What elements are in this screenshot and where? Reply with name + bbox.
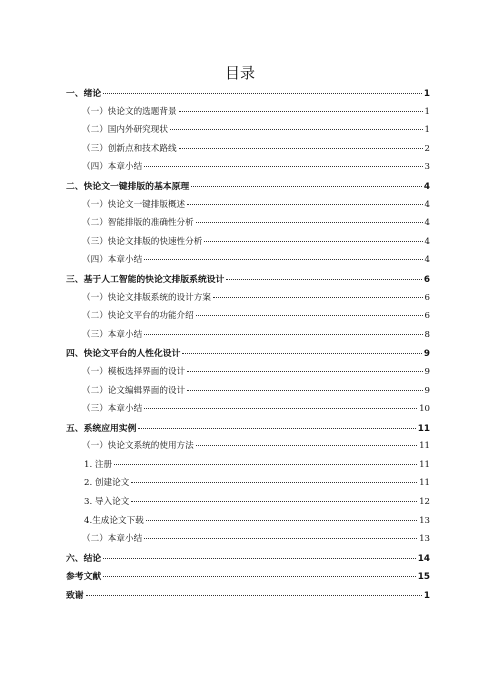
toc-entry-page: 4	[424, 236, 430, 247]
toc-entry[interactable]	[66, 123, 430, 142]
toc-entry[interactable]	[66, 514, 430, 533]
toc-entry-page: 9	[424, 385, 430, 396]
toc-leader-dots	[204, 241, 422, 242]
toc-entry-page: 1	[424, 106, 430, 117]
toc-entry[interactable]	[66, 365, 430, 384]
toc-entry[interactable]	[66, 272, 430, 291]
table-of-contents	[66, 86, 430, 607]
toc-leader-dots	[191, 186, 422, 187]
toc-entry-page: 8	[424, 329, 430, 340]
toc-leader-dots	[187, 371, 422, 372]
toc-entry-page: 12	[419, 497, 430, 508]
toc-entry-label: （一）快论文排版系统的设计方案	[82, 292, 211, 303]
toc-entry[interactable]	[66, 198, 430, 217]
toc-entry-label: （一）快论文系统的使用方法	[82, 441, 194, 452]
toc-entry[interactable]	[66, 384, 430, 403]
toc-entry-label: 参考文献	[66, 572, 102, 583]
toc-entry-label: （三）本章小结	[82, 404, 143, 415]
toc-entry-page: 2	[424, 143, 430, 154]
toc-entry[interactable]	[66, 86, 430, 105]
toc-leader-dots	[187, 390, 422, 391]
toc-leader-dots	[196, 222, 423, 223]
toc-leader-dots	[213, 297, 423, 298]
toc-entry-page: 11	[419, 441, 430, 452]
toc-entry-page: 9	[423, 349, 430, 360]
toc-entry[interactable]	[66, 142, 430, 161]
toc-entry[interactable]	[66, 291, 430, 310]
toc-leader-dots	[146, 520, 417, 521]
toc-entry[interactable]	[66, 439, 430, 458]
toc-entry-label: 3. 导入论文	[84, 497, 130, 508]
toc-entry[interactable]	[66, 551, 430, 570]
toc-entry-page: 3	[424, 162, 430, 173]
toc-entry-label: 五、系统应用实例	[66, 423, 137, 434]
toc-entry[interactable]	[66, 421, 430, 440]
toc-entry-label: 三、基于人工智能的快论文排版系统设计	[66, 274, 225, 285]
toc-entry-label: 4.生成论文下载	[84, 515, 144, 526]
toc-entry[interactable]	[66, 402, 430, 421]
toc-leader-dots	[86, 595, 422, 596]
toc-entry-page: 11	[417, 423, 430, 434]
toc-entry[interactable]	[66, 458, 430, 477]
toc-entry[interactable]	[66, 495, 430, 514]
toc-leader-dots	[103, 558, 416, 559]
toc-entry-page: 11	[419, 459, 430, 470]
toc-leader-dots	[144, 408, 417, 409]
toc-entry[interactable]	[66, 216, 430, 235]
toc-entry-label: （四）本章小结	[82, 255, 143, 266]
toc-entry-page: 10	[419, 404, 430, 415]
toc-leader-dots	[144, 334, 422, 335]
toc-entry-page: 6	[424, 311, 430, 322]
toc-entry-label: （四）本章小结	[82, 162, 143, 173]
toc-entry-page: 13	[419, 534, 430, 545]
toc-entry-label: 四、快论文平台的人性化设计	[66, 349, 181, 360]
toc-entry-label: 二、快论文一键排版的基本原理	[66, 181, 190, 192]
toc-entry-label: 一、绪论	[66, 89, 102, 99]
toc-leader-dots	[196, 445, 417, 446]
toc-entry-page: 4	[424, 255, 430, 266]
toc-entry-label: （三）本章小结	[82, 329, 143, 340]
toc-entry-page: 4	[423, 181, 430, 192]
toc-leader-dots	[226, 279, 422, 280]
toc-entry[interactable]	[66, 346, 430, 365]
toc-entry-label: 致谢	[66, 591, 84, 602]
toc-entry-page: 6	[424, 292, 430, 303]
toc-entry-page: 4	[424, 218, 430, 229]
toc-leader-dots	[144, 259, 422, 260]
toc-entry[interactable]	[66, 328, 430, 347]
toc-entry-label: （一）快论文一键排版概述	[82, 199, 186, 210]
toc-entry-page: 6	[423, 274, 430, 285]
toc-entry-label: 2. 创建论文	[84, 478, 130, 489]
toc-entry[interactable]	[66, 179, 430, 198]
toc-entry-label: （二）本章小结	[82, 534, 143, 545]
toc-entry-label: （二）快论文平台的功能介绍	[82, 311, 194, 322]
toc-entry-label: 1. 注册	[84, 459, 113, 470]
toc-leader-dots	[144, 538, 417, 539]
toc-leader-dots	[196, 315, 423, 316]
toc-entry-page: 1	[423, 591, 430, 602]
toc-entry-page: 13	[419, 515, 430, 526]
toc-leader-dots	[114, 464, 417, 465]
toc-entry-label: （三）创新点和技术路线	[82, 143, 177, 154]
toc-entry-label: 六、结论	[66, 553, 102, 564]
toc-entry[interactable]	[66, 253, 430, 272]
toc-entry-page: 1	[424, 125, 430, 136]
toc-entry-page: 15	[417, 572, 430, 583]
toc-entry[interactable]	[66, 105, 430, 124]
toc-entry[interactable]	[66, 235, 430, 254]
toc-leader-dots	[103, 93, 422, 94]
page-title: 目录	[224, 64, 255, 82]
toc-entry-label: （三）快论文排版的快速性分析	[82, 236, 203, 247]
toc-entry-page: 4	[424, 199, 430, 210]
toc-leader-dots	[131, 501, 417, 502]
toc-entry[interactable]	[66, 160, 430, 179]
toc-entry-page: 14	[417, 553, 430, 564]
toc-leader-dots	[170, 129, 423, 130]
toc-leader-dots	[131, 482, 417, 483]
toc-entry[interactable]	[66, 476, 430, 495]
toc-entry[interactable]	[66, 588, 430, 607]
toc-entry-label: （二）国内外研究现状	[82, 125, 168, 136]
toc-leader-dots	[179, 148, 423, 149]
toc-entry-label: （一）模板选择界面的设计	[82, 366, 186, 377]
toc-entry[interactable]	[66, 569, 430, 588]
toc-entry-label: （一）快论文的选题背景	[82, 106, 177, 117]
toc-leader-dots	[144, 166, 422, 167]
toc-leader-dots	[138, 428, 415, 429]
toc-leader-dots	[179, 111, 423, 112]
toc-entry[interactable]	[66, 309, 430, 328]
toc-entry-page: 11	[419, 478, 430, 489]
toc-leader-dots	[103, 576, 416, 577]
toc-entry[interactable]	[66, 532, 430, 551]
toc-entry-label: （二）论文编辑界面的设计	[82, 385, 186, 396]
toc-leader-dots	[187, 204, 422, 205]
toc-entry-page: 9	[424, 366, 430, 377]
toc-entry-page: 1	[423, 89, 430, 99]
toc-leader-dots	[182, 353, 422, 354]
toc-entry-label: （二）智能排版的准确性分析	[82, 218, 194, 229]
